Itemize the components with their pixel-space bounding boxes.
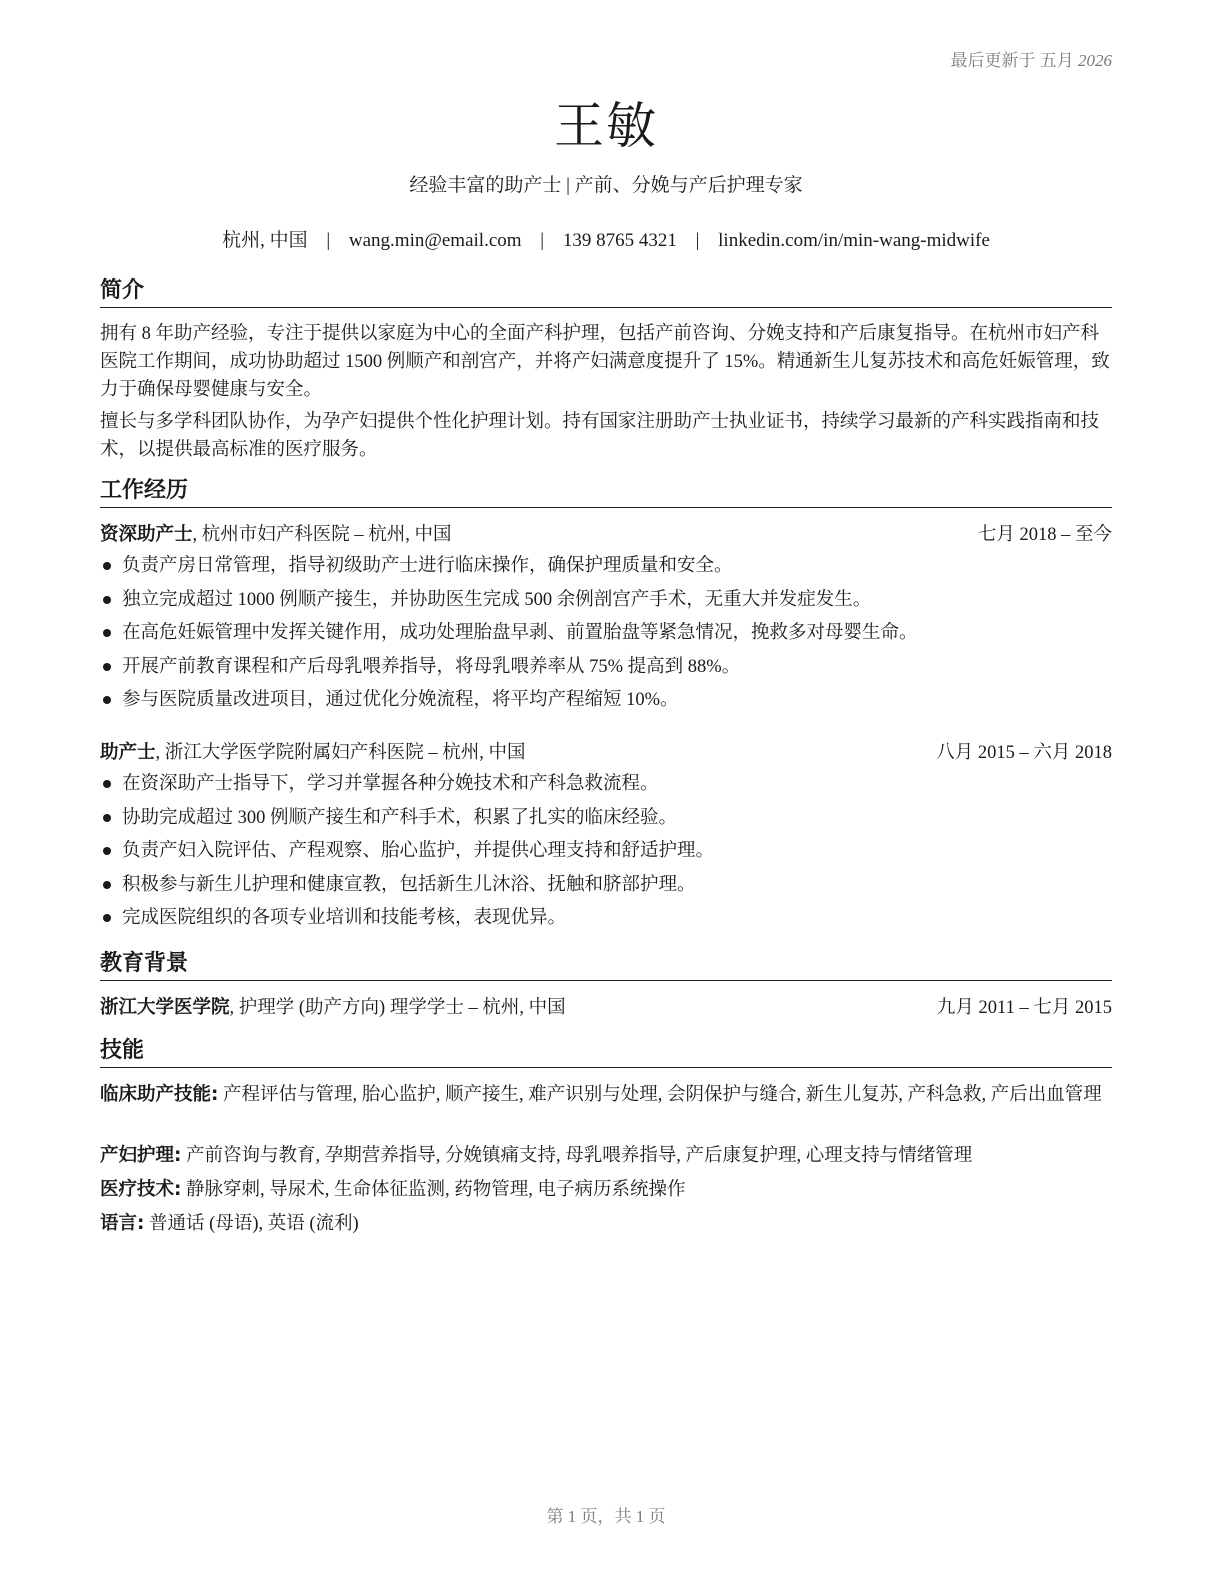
bullet-dot [103, 562, 111, 570]
updated-year: 2026 [1078, 51, 1112, 70]
last-updated [951, 46, 1113, 71]
bullet-text: 参与医院质量改进项目，通过优化分娩流程，将平均产程缩短 10%。 [122, 690, 679, 710]
contact-email[interactable]: wang.min@email.com [348, 230, 522, 251]
skill-label: 语言: [100, 1213, 145, 1234]
bullet-text: 负责产房日常管理，指导初级助产士进行临床操作，确保护理质量和安全。 [122, 556, 733, 576]
bullet-text: 协助完成超过 300 例顺产接生和产科手术，积累了扎实的临床经验。 [122, 807, 678, 828]
contact-phone: 139 8765 4321 [562, 230, 677, 251]
skill-label: 临床助产技能: [100, 1084, 219, 1105]
section-title-summary: 简介 [100, 277, 1112, 308]
job-header [100, 522, 1112, 548]
bullet-dot [103, 914, 111, 922]
job-dates: 八月 2015 – 六月 2018 [936, 743, 1112, 763]
list-item [100, 587, 1112, 621]
list-item [100, 687, 1112, 721]
candidate-name: 王敏 [554, 97, 658, 155]
skill-value: 静脉穿刺, 导尿术, 生命体征监测, 药物管理, 电子病历系统操作 [181, 1180, 686, 1200]
skill-label: 医疗技术: [100, 1179, 182, 1200]
list-item [100, 838, 1112, 872]
skill-row [100, 1211, 1112, 1237]
education-entry [100, 995, 1112, 1021]
education-degree: , 护理学 (助产方向) 理学学士 – 杭州, 中国 [229, 998, 566, 1018]
contact-separator: | [695, 230, 700, 251]
skill-row [100, 1143, 1112, 1169]
headline: 经验丰富的助产士 | 产前、分娩与产后护理专家 [409, 175, 803, 196]
skill-value: 产程评估与管理, 胎心监护, 顺产接生, 难产识别与处理, 会阴保护与缝合, 新生儿复苏, 产科急救, 产后出血管理 [218, 1085, 1102, 1105]
summary-paragraph-1: 拥有 8 年助产经验，专注于提供以家庭为中心的全面产科护理，包括产前咨询、分娩支持和产后康复指导。在杭州市妇产科医院工作期间，成功协助超过 1500 例顺产和剖宫产，并将产妇满意度提升了 15%。精通新生儿复苏技术和高危妊娠管理，致力于确保母婴健康与安全。 [100, 324, 1110, 400]
list-item [100, 771, 1112, 805]
bullet-dot [103, 847, 111, 855]
list-item [100, 654, 1112, 688]
list-item [100, 805, 1112, 839]
skill-row [100, 1177, 1112, 1203]
bullet-text: 完成医院组织的各项专业培训和技能考核，表现优异。 [122, 908, 567, 928]
list-item [100, 553, 1112, 587]
section-title-education: 教育背景 [100, 950, 1112, 981]
bullet-dot [103, 881, 111, 889]
bullet-dot [103, 696, 111, 704]
job-org: , 杭州市妇产科医院 – 杭州, 中国 [192, 525, 452, 545]
job-role: 助产士 [100, 742, 156, 763]
education-dates: 九月 2011 – 七月 2015 [936, 998, 1112, 1018]
contact-line [100, 225, 1112, 252]
bullet-dot [103, 629, 111, 637]
job-bullets [100, 553, 1112, 721]
skill-value: 普通话 (母语), 英语 (流利) [144, 1214, 359, 1234]
skill-value: 产前咨询与教育, 孕期营养指导, 分娩镇痛支持, 母乳喂养指导, 产后康复护理, 心理支持与情绪管理 [181, 1146, 973, 1166]
updated-month: 五月 [1039, 51, 1074, 70]
job-org: , 浙江大学医学院附属妇产科医院 – 杭州, 中国 [155, 743, 526, 763]
bullet-text: 积极参与新生儿护理和健康宣教，包括新生儿沐浴、抚触和脐部护理。 [122, 874, 696, 895]
contact-location: 杭州, 中国 [222, 230, 308, 251]
page-footer: 第 1 页，共 1 页 [546, 1507, 666, 1526]
bullet-text: 独立完成超过 1000 例顺产接生，并协助医生完成 500 余例剖宫产手术，无重大并发症发生。 [122, 589, 872, 610]
bullet-text: 开展产前教育课程和产后母乳喂养指导，将母乳喂养率从 75% 提高到 88%。 [122, 656, 741, 677]
bullet-dot [103, 780, 111, 788]
bullet-text: 在资深助产士指导下，学习并掌握各种分娩技术和产科急救流程。 [122, 774, 659, 794]
summary-paragraph-2: 擅长与多学科团队协作，为孕产妇提供个性化护理计划。持有国家注册助产士执业证书，持续学习最新的产科实践指南和技术，以提供最高标准的医疗服务。 [100, 412, 1100, 460]
bullet-text: 负责产妇入院评估、产程观察、胎心监护，并提供心理支持和舒适护理。 [122, 841, 715, 861]
job-bullets [100, 771, 1112, 939]
job-header [100, 740, 1112, 766]
section-title-skills: 技能 [100, 1037, 1112, 1068]
list-item [100, 872, 1112, 906]
skill-label: 产妇护理: [100, 1145, 182, 1166]
contact-separator: | [326, 230, 331, 251]
job-dates: 七月 2018 – 至今 [977, 525, 1112, 545]
bullet-text: 在高危妊娠管理中发挥关键作用，成功处理胎盘早剥、前置胎盘等紧急情况，挽救多对母婴生命。 [122, 623, 918, 643]
contact-linkedin[interactable]: linkedin.com/in/min-wang-midwife [718, 230, 990, 251]
list-item [100, 620, 1112, 654]
education-school: 浙江大学医学院 [100, 997, 230, 1018]
updated-prefix: 最后更新于 [950, 51, 1036, 70]
bullet-dot [103, 663, 111, 671]
bullet-dot [103, 814, 111, 822]
list-item [100, 905, 1112, 939]
skill-row [100, 1082, 1112, 1108]
contact-separator: | [540, 230, 545, 251]
job-role: 资深助产士 [100, 524, 193, 545]
section-title-experience: 工作经历 [100, 477, 1112, 508]
bullet-dot [103, 596, 111, 604]
